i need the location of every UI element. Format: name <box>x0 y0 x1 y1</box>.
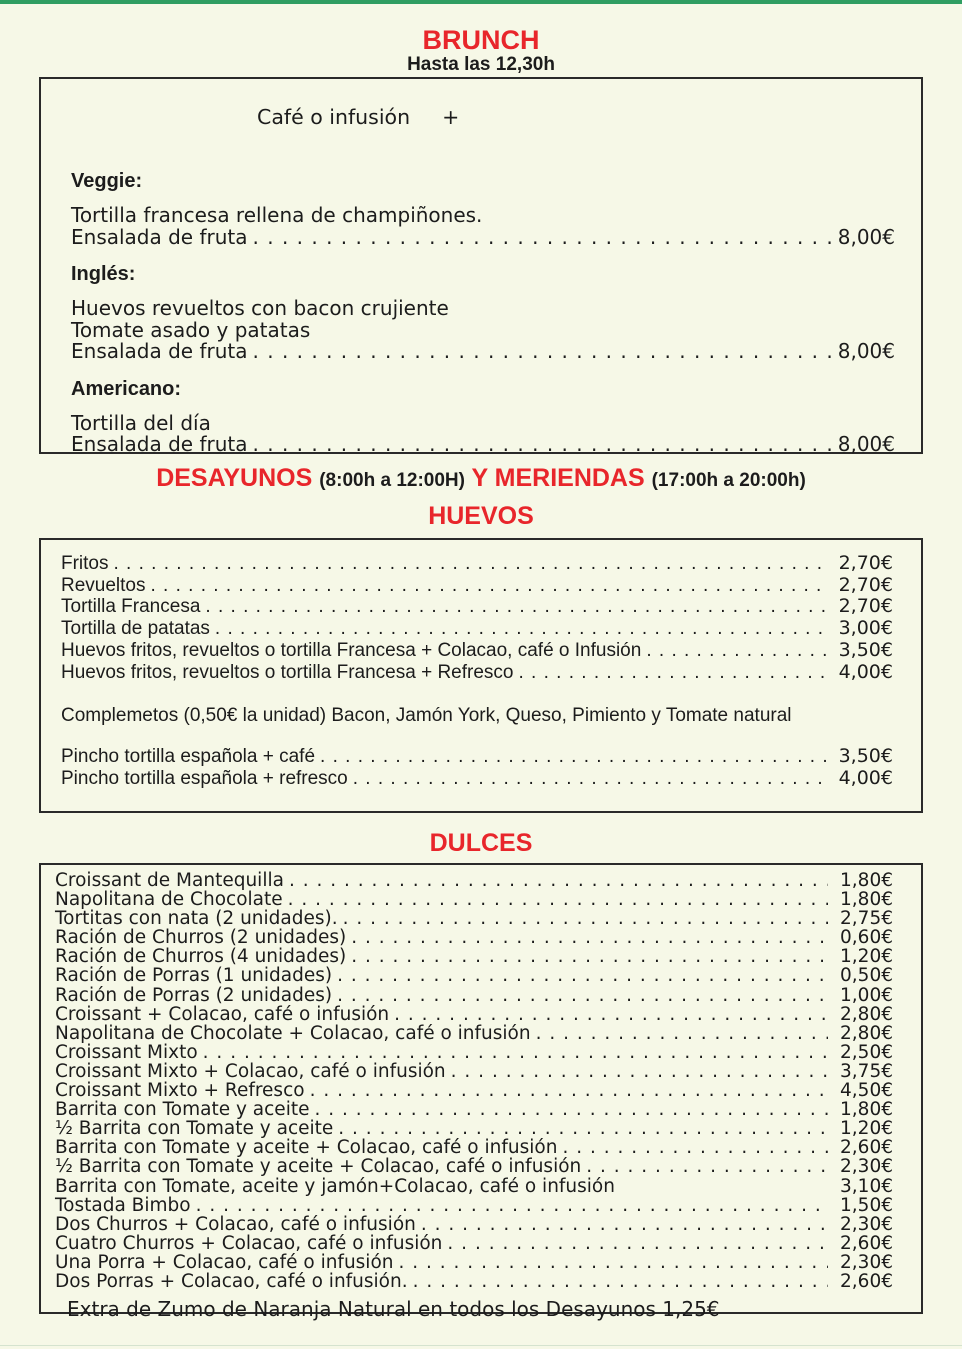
item-price: 8,00€ <box>837 432 895 456</box>
item-price: 8,00€ <box>837 339 895 363</box>
item-price: 1,80€ <box>840 889 893 911</box>
menu-item-row <box>55 1215 893 1234</box>
dot-leader <box>253 434 832 456</box>
bottom-divider <box>0 1345 962 1346</box>
dot-leader <box>215 618 830 640</box>
item-price: 4,50€ <box>840 1080 893 1102</box>
item-price: 2,60€ <box>840 1232 893 1254</box>
item-name: ½ Barrita con Tomate y aceite <box>55 1118 334 1140</box>
menu-item-row <box>61 640 893 662</box>
item-name: Dos Churros + Colacao, café o infusión <box>55 1213 416 1235</box>
item-name: Tortilla Francesa <box>61 596 201 618</box>
item-price: 3,00€ <box>838 617 893 640</box>
menu-item-row <box>55 1157 893 1176</box>
menu-item-row <box>55 871 893 890</box>
item-name: Barrita con Tomate y aceite + Colacao, café o infusión <box>55 1137 558 1159</box>
item-price: 1,20€ <box>840 946 893 968</box>
dot-leader <box>337 966 828 985</box>
huevos-title: HUEVOS <box>428 502 534 530</box>
menu-item-row <box>71 224 895 249</box>
dot-leader <box>421 1215 828 1234</box>
menu-item-row <box>55 1177 893 1196</box>
dot-leader <box>646 640 830 662</box>
dulces-footer-text: Extra de Zumo de Naranja Natural en todos los Desayunos <box>67 1297 656 1322</box>
item-name: Napolitana de Chocolate + Colacao, café o infusión <box>55 1022 531 1044</box>
item-name: Tortitas con nata (2 unidades). <box>55 908 338 930</box>
dot-leader <box>519 662 831 684</box>
item-price: 3,50€ <box>838 638 893 661</box>
item-price: 2,80€ <box>840 1003 893 1025</box>
menu-item-row <box>61 746 893 768</box>
brunch-variant-veggie <box>71 171 895 248</box>
desayunos-label: DESAYUNOS <box>156 464 313 492</box>
item-name: Ensalada de fruta <box>71 339 248 363</box>
menu-item-row <box>61 618 893 640</box>
dot-leader <box>562 1138 828 1157</box>
item-price: 2,75€ <box>840 908 893 930</box>
huevos-extra-items <box>61 746 893 789</box>
menu-item-row <box>55 1138 893 1157</box>
brunch-box <box>39 77 923 454</box>
menu-item-row <box>55 1234 893 1253</box>
dot-leader <box>337 986 828 1005</box>
dot-leader <box>114 553 831 575</box>
dot-leader <box>447 1234 828 1253</box>
dot-leader <box>394 1005 828 1024</box>
dot-leader <box>536 1024 828 1043</box>
menu-item-row <box>55 890 893 909</box>
item-name: Ensalada de fruta <box>71 224 248 249</box>
menu-item-row <box>55 966 893 985</box>
menu-item-row <box>55 986 893 1005</box>
item-price: 2,60€ <box>840 1137 893 1159</box>
dot-leader <box>351 928 828 947</box>
menu-item-row <box>61 596 893 618</box>
dulces-items <box>55 871 893 1291</box>
menu-item-row <box>55 1005 893 1024</box>
dulces-box <box>39 863 923 1322</box>
item-name: Ración de Churros (2 unidades) <box>55 927 347 949</box>
item-price: 8,00€ <box>837 224 895 249</box>
menu-item-row <box>55 947 893 966</box>
page-title: BRUNCH <box>422 25 540 55</box>
item-price: 4,00€ <box>838 660 893 683</box>
dulces-footer-price: 1,25€ <box>662 1297 720 1322</box>
item-name: Tostada Bimbo <box>55 1194 191 1216</box>
item-price: 3,10€ <box>840 1175 893 1197</box>
huevos-box <box>39 538 923 813</box>
page-subtitle: Hasta las 12,30h <box>407 54 555 75</box>
dot-leader <box>151 575 831 597</box>
complements-note: Complemetos (0,50€ la unidad) Bacon, Jamón York, Queso, Pimiento y Tomate natural <box>61 705 792 727</box>
dot-leader <box>310 1081 828 1100</box>
dot-leader <box>338 1119 828 1138</box>
dot-leader <box>586 1157 828 1176</box>
menu-item-row <box>55 1196 893 1215</box>
plus-sign: + <box>442 105 460 129</box>
item-name: Napolitana de Chocolate <box>55 889 283 911</box>
item-price: 2,30€ <box>840 1251 893 1273</box>
item-name: Tortilla de patatas <box>61 618 210 640</box>
item-name: Ración de Porras (1 unidades) <box>55 965 333 987</box>
item-name: Una Porra + Colacao, café o infusión <box>55 1251 394 1273</box>
meriendas-label: Y MERIENDAS <box>471 464 645 492</box>
desayunos-hours: (8:00h a 12:00H) <box>319 470 465 491</box>
item-price: 1,00€ <box>840 984 893 1006</box>
item-name: Fritos <box>61 553 109 574</box>
dot-leader <box>351 947 828 966</box>
item-name: ½ Barrita con Tomate y aceite + Colacao, café o infusión <box>55 1156 582 1178</box>
menu-item-row <box>61 768 893 790</box>
item-name: Revueltos <box>61 574 146 596</box>
item-price: 0,50€ <box>840 965 893 987</box>
menu-item-row <box>61 553 893 575</box>
brunch-combo <box>71 83 895 155</box>
item-name: Croissant Mixto + Colacao, café o infusión <box>55 1060 446 1082</box>
menu-item-row <box>55 1043 893 1062</box>
variant-line: Huevos revueltos con bacon crujiente <box>71 296 449 320</box>
item-name: Croissant Mixto <box>55 1041 198 1063</box>
dulces-title: DULCES <box>429 829 533 857</box>
item-price: 1,80€ <box>840 870 893 891</box>
variant-line: Tortilla del día <box>71 410 211 435</box>
variant-label: Veggie: <box>71 170 143 192</box>
menu-item-row <box>55 1062 893 1081</box>
item-price: 2,30€ <box>840 1213 893 1235</box>
item-price: 3,75€ <box>840 1060 893 1082</box>
huevos-items <box>61 553 893 683</box>
menu-item-row <box>61 575 893 597</box>
dot-leader <box>205 596 830 618</box>
dot-leader <box>413 1272 828 1291</box>
menu-item-row <box>71 341 895 363</box>
menu-item-row <box>61 662 893 684</box>
menu-item-row <box>55 1081 893 1100</box>
dot-leader <box>253 227 832 249</box>
dot-leader <box>314 1100 828 1119</box>
variant-label: Inglés: <box>71 263 136 285</box>
item-price: 2,50€ <box>840 1041 893 1063</box>
item-name: Croissant + Colacao, café o infusión <box>55 1003 390 1025</box>
meriendas-hours: (17:00h a 20:00h) <box>651 470 806 491</box>
item-price: 2,70€ <box>838 573 893 596</box>
dot-leader <box>196 1196 828 1215</box>
dot-leader <box>399 1253 829 1272</box>
menu-item-row <box>55 909 893 928</box>
item-price: 1,80€ <box>840 1099 893 1121</box>
variant-line: Tomate asado y patatas <box>71 317 311 342</box>
menu-item-row <box>55 928 893 947</box>
brunch-combo-left <box>257 105 459 129</box>
item-price: 1,20€ <box>840 1118 893 1140</box>
item-name: Pincho tortilla española + refresco <box>61 767 348 789</box>
item-name: Ensalada de fruta <box>71 432 248 456</box>
item-name: Huevos fritos, revueltos o tortilla Francesa + Refresco <box>61 661 514 683</box>
item-name: Huevos fritos, revueltos o tortilla Francesa + Colacao, café o Infusión <box>61 639 642 661</box>
item-name: Dos Porras + Colacao, café o infusión. <box>55 1270 408 1292</box>
item-price: 0,60€ <box>840 927 893 949</box>
item-name: Barrita con Tomate y aceite <box>55 1099 310 1121</box>
item-name: Cuatro Churros + Colacao, café o infusión <box>55 1232 443 1254</box>
dot-leader <box>288 890 828 909</box>
item-price: 3,50€ <box>838 745 893 768</box>
item-name: Pincho tortilla española + café <box>61 746 316 768</box>
brunch-variant-americano <box>71 379 895 456</box>
item-price: 1,50€ <box>840 1194 893 1216</box>
item-price: 2,70€ <box>838 595 893 618</box>
item-price: 2,70€ <box>838 552 893 574</box>
dot-leader <box>353 768 830 790</box>
dulces-footer <box>55 1298 893 1320</box>
top-green-bar <box>0 0 962 4</box>
item-name: Ración de Churros (4 unidades) <box>55 946 347 968</box>
item-price: 4,00€ <box>838 766 893 789</box>
menu-item-row <box>71 434 895 456</box>
menu-item-row <box>55 1119 893 1138</box>
item-name: Barrita con Tomate, aceite y jamón+Colacao, café o infusión <box>55 1175 615 1197</box>
variant-label: Americano: <box>71 377 182 400</box>
dot-leader <box>451 1062 828 1081</box>
desayunos-meriendas-title <box>0 465 962 494</box>
menu-item-row <box>55 1100 893 1119</box>
menu-item-row <box>55 1253 893 1272</box>
item-price: 2,60€ <box>840 1270 893 1292</box>
dot-leader <box>343 909 828 928</box>
dot-leader <box>320 746 830 768</box>
dot-leader <box>253 341 832 363</box>
variant-line: Tortilla francesa rellena de champiñones. <box>71 203 483 227</box>
brunch-variant-ingles <box>71 264 895 363</box>
combo-label: Café o infusión <box>257 105 411 129</box>
item-price: 2,80€ <box>840 1022 893 1044</box>
item-name: Ración de Porras (2 unidades) <box>55 984 333 1006</box>
item-name: Croissant Mixto + Refresco <box>55 1080 305 1102</box>
dot-leader <box>289 871 828 890</box>
menu-item-row <box>55 1024 893 1043</box>
dot-leader <box>203 1043 828 1062</box>
item-price: 2,30€ <box>840 1156 893 1178</box>
menu-item-row <box>55 1272 893 1291</box>
item-name: Croissant de Mantequilla <box>55 870 284 891</box>
